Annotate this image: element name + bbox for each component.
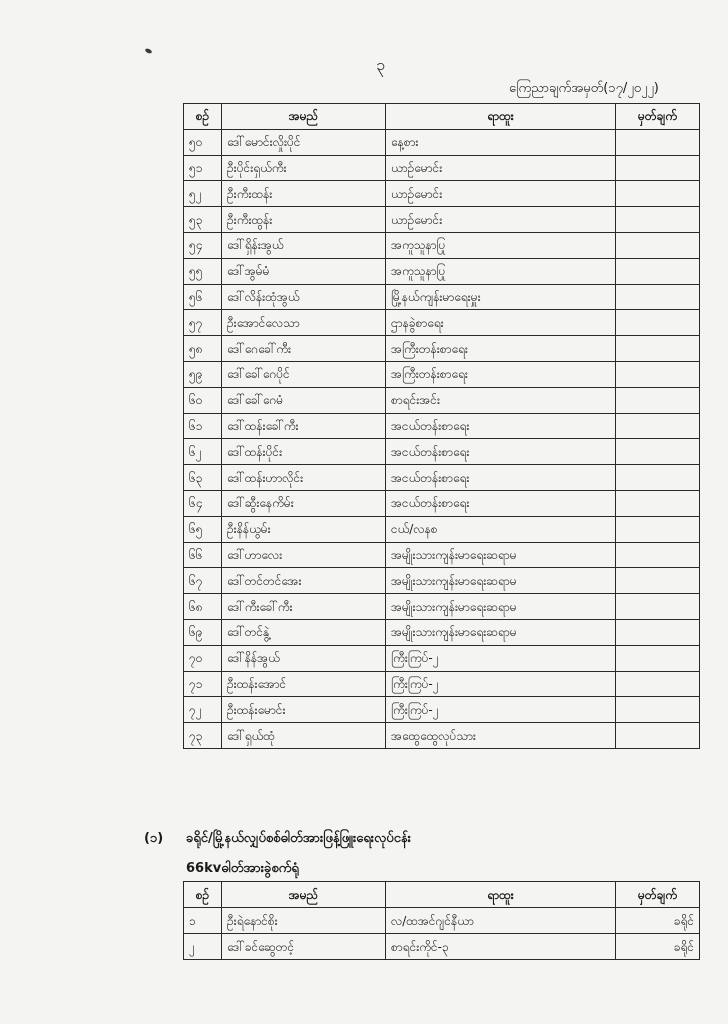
staff-table xyxy=(183,103,700,749)
row-name: ဒေါ်ခေါ်ဂေပိုင် xyxy=(222,361,386,387)
header-title: ရာထူး xyxy=(386,104,616,130)
table-row xyxy=(184,697,700,723)
row-title: စာရင်းကိုင်-၃ xyxy=(386,934,616,960)
row-name: ဦးကီးထွန်း xyxy=(222,207,386,233)
table-row xyxy=(184,723,700,749)
table-row xyxy=(184,155,700,181)
row-number: ၅၆ xyxy=(184,284,222,310)
substation-table-body xyxy=(184,908,700,960)
row-number: ၆၂ xyxy=(184,439,222,465)
row-note xyxy=(616,336,700,362)
row-name: ဒေါ်ထန်းဟာလိုင်း xyxy=(222,465,386,491)
scan-speck xyxy=(144,48,152,55)
table-row xyxy=(184,387,700,413)
row-title: အမျိုးသားကျန်းမာရေးဆရာမ xyxy=(386,594,616,620)
row-number: ၆၉ xyxy=(184,619,222,645)
staff-table-body xyxy=(184,129,700,748)
table-row xyxy=(184,439,700,465)
row-number: ၆၆ xyxy=(184,542,222,568)
header-note: မှတ်ချက် xyxy=(616,104,700,130)
row-title: အမျိုးသားကျန်းမာရေးဆရာမ xyxy=(386,619,616,645)
row-number: ၂ xyxy=(184,934,222,960)
table-row xyxy=(184,542,700,568)
row-note xyxy=(616,181,700,207)
row-number: ၅၀ xyxy=(184,129,222,155)
row-note xyxy=(616,542,700,568)
row-name: ဦးအောင်လေသာ xyxy=(222,310,386,336)
row-name: ဦးထန်းအောင် xyxy=(222,671,386,697)
row-number: ၇၂ xyxy=(184,697,222,723)
section-subtitle: 66kvဓါတ်အားခွဲစက်ရုံ xyxy=(186,861,299,876)
table-row xyxy=(184,181,700,207)
row-number: ၅၉ xyxy=(184,361,222,387)
row-note xyxy=(616,697,700,723)
header-note: မှတ်ချက် xyxy=(616,882,700,908)
row-number: ၆၅ xyxy=(184,516,222,542)
row-title: အငယ်တန်းစာရေး xyxy=(386,490,616,516)
row-number: ၆၃ xyxy=(184,465,222,491)
header-title: ရာထူး xyxy=(386,882,616,908)
row-name: ဦးကီးထန်း xyxy=(222,181,386,207)
row-title: အငယ်တန်းစာရေး xyxy=(386,439,616,465)
row-title: အထွေထွေလုပ်သား xyxy=(386,723,616,749)
row-name: ဒေါ်လိန်းထုံအွယ် xyxy=(222,284,386,310)
table-row xyxy=(184,258,700,284)
substation-staff-table xyxy=(183,881,700,960)
row-title: ယာဉ်မောင်း xyxy=(386,155,616,181)
announcement-reference: ကြေညာချက်အမှတ်(၁၇/၂၀၂၂) xyxy=(509,81,659,96)
row-name: ဒေါ်နိန်အွယ် xyxy=(222,645,386,671)
table-row xyxy=(184,619,700,645)
row-number: ၅၃ xyxy=(184,207,222,233)
header-no: စဉ် xyxy=(184,104,222,130)
row-title: ယာဉ်မောင်း xyxy=(386,181,616,207)
row-number: ၅၂ xyxy=(184,181,222,207)
row-number: ၇၀ xyxy=(184,645,222,671)
row-number: ၆၈ xyxy=(184,594,222,620)
table-row xyxy=(184,284,700,310)
row-name: ဒေါ်ရှယ်ထုံ xyxy=(222,723,386,749)
table-row xyxy=(184,129,700,155)
table-row xyxy=(184,336,700,362)
row-name: ဒေါ်ဟာလေး xyxy=(222,542,386,568)
row-number: ၅၄ xyxy=(184,232,222,258)
row-note xyxy=(616,284,700,310)
row-note xyxy=(616,568,700,594)
row-note xyxy=(616,723,700,749)
row-name: ဒေါ်မောင်းလှိုးပိုင် xyxy=(222,129,386,155)
table-row xyxy=(184,310,700,336)
row-note xyxy=(616,207,700,233)
row-name: ဦးပိုင်းရှယ်ကီး xyxy=(222,155,386,181)
table-row xyxy=(184,361,700,387)
table-row xyxy=(184,413,700,439)
section-title: ခရိုင်/မြို့နယ်လျှပ်စစ်ဓါတ်အားဖြန့်ဖြူးရေးလုပ်ငန်း xyxy=(186,831,411,846)
table-row xyxy=(184,908,700,934)
row-title: အကူသူနာပြု xyxy=(386,232,616,258)
row-number: ၆၀ xyxy=(184,387,222,413)
row-note: ခရိုင် xyxy=(616,908,700,934)
row-note: ခရိုင် xyxy=(616,934,700,960)
section-heading xyxy=(144,830,411,849)
row-note xyxy=(616,361,700,387)
table-row xyxy=(184,516,700,542)
row-name: ဦးနိန်ယွမ်း xyxy=(222,516,386,542)
row-name: ဒေါ်ကီးခေါ်ကီး xyxy=(222,594,386,620)
row-title: အကြီးတန်းစာရေး xyxy=(386,336,616,362)
row-number: ၁ xyxy=(184,908,222,934)
row-title: အကြီးတန်းစာရေး xyxy=(386,361,616,387)
row-note xyxy=(616,439,700,465)
header-name: အမည် xyxy=(222,104,386,130)
row-title: ယာဉ်မောင်း xyxy=(386,207,616,233)
row-number: ၇၁ xyxy=(184,671,222,697)
row-name: ဒေါ်ဂေခေါ်ကီး xyxy=(222,336,386,362)
row-number: ၅၁ xyxy=(184,155,222,181)
row-name: ဒေါ်ဆွီးနေကိမ်း xyxy=(222,490,386,516)
row-name: ဒေါ်ထန်းခေါ်ကီး xyxy=(222,413,386,439)
page-number: ၃ xyxy=(376,55,385,74)
row-title: အမျိုးသားကျန်းမာရေးဆရာမ xyxy=(386,542,616,568)
row-title: ကြီးကြပ်-၂ xyxy=(386,697,616,723)
row-title: အငယ်တန်းစာရေး xyxy=(386,413,616,439)
row-note xyxy=(616,310,700,336)
row-title: လ/ထအင်ဂျင်နီယာ xyxy=(386,908,616,934)
row-name: ဒေါ်ထန်းပိုင်း xyxy=(222,439,386,465)
row-title: ကြီးကြပ်-၂ xyxy=(386,671,616,697)
row-title: အမျိုးသားကျန်းမာရေးဆရာမ xyxy=(386,568,616,594)
row-name: ဦးထန်းမောင်း xyxy=(222,697,386,723)
table-header-row xyxy=(184,104,700,130)
row-name: ဒေါ်တင်တင်အေး xyxy=(222,568,386,594)
section-number: (၁) xyxy=(144,831,164,846)
table-row xyxy=(184,207,700,233)
row-title: မြို့နယ်ကျန်းမာရေးမှူး xyxy=(386,284,616,310)
row-note xyxy=(616,387,700,413)
table-row xyxy=(184,594,700,620)
row-note xyxy=(616,155,700,181)
row-name: ဦးရဲနောင်စိုး xyxy=(222,908,386,934)
row-number: ၅၅ xyxy=(184,258,222,284)
table-row xyxy=(184,671,700,697)
row-note xyxy=(616,413,700,439)
row-name: ဒေါ်အွမ်မံ xyxy=(222,258,386,284)
row-note xyxy=(616,465,700,491)
row-number: ၆၄ xyxy=(184,490,222,516)
row-name: ဒေါ်ရှိန်းအွယ် xyxy=(222,232,386,258)
row-note xyxy=(616,619,700,645)
row-title: အကူသူနာပြု xyxy=(386,258,616,284)
row-title: နေ့စား xyxy=(386,129,616,155)
row-note xyxy=(616,645,700,671)
table-row xyxy=(184,232,700,258)
header-name: အမည် xyxy=(222,882,386,908)
row-name: ဒေါ်ခင်ဆွေတင့် xyxy=(222,934,386,960)
row-title: ဌာနခွဲစာရေး xyxy=(386,310,616,336)
table-row xyxy=(184,568,700,594)
row-note xyxy=(616,129,700,155)
row-note xyxy=(616,671,700,697)
row-number: ၅၇ xyxy=(184,310,222,336)
row-title: ငယ်/လနစ xyxy=(386,516,616,542)
row-name: ဒေါ်ခေါ်ဂေမံ xyxy=(222,387,386,413)
row-note xyxy=(616,594,700,620)
row-number: ၅၈ xyxy=(184,336,222,362)
row-number: ၇၃ xyxy=(184,723,222,749)
row-note xyxy=(616,258,700,284)
row-title: အငယ်တန်းစာရေး xyxy=(386,465,616,491)
table-row xyxy=(184,465,700,491)
table-row xyxy=(184,934,700,960)
row-note xyxy=(616,490,700,516)
row-number: ၆၇ xyxy=(184,568,222,594)
table-row xyxy=(184,490,700,516)
header-no: စဉ် xyxy=(184,882,222,908)
row-note xyxy=(616,516,700,542)
row-note xyxy=(616,232,700,258)
row-number: ၆၁ xyxy=(184,413,222,439)
row-name: ဒေါ်တင်နွဲ့ xyxy=(222,619,386,645)
table-header-row xyxy=(184,882,700,908)
table-row xyxy=(184,645,700,671)
row-title: စာရင်းအင်း xyxy=(386,387,616,413)
row-title: ကြီးကြပ်-၂ xyxy=(386,645,616,671)
